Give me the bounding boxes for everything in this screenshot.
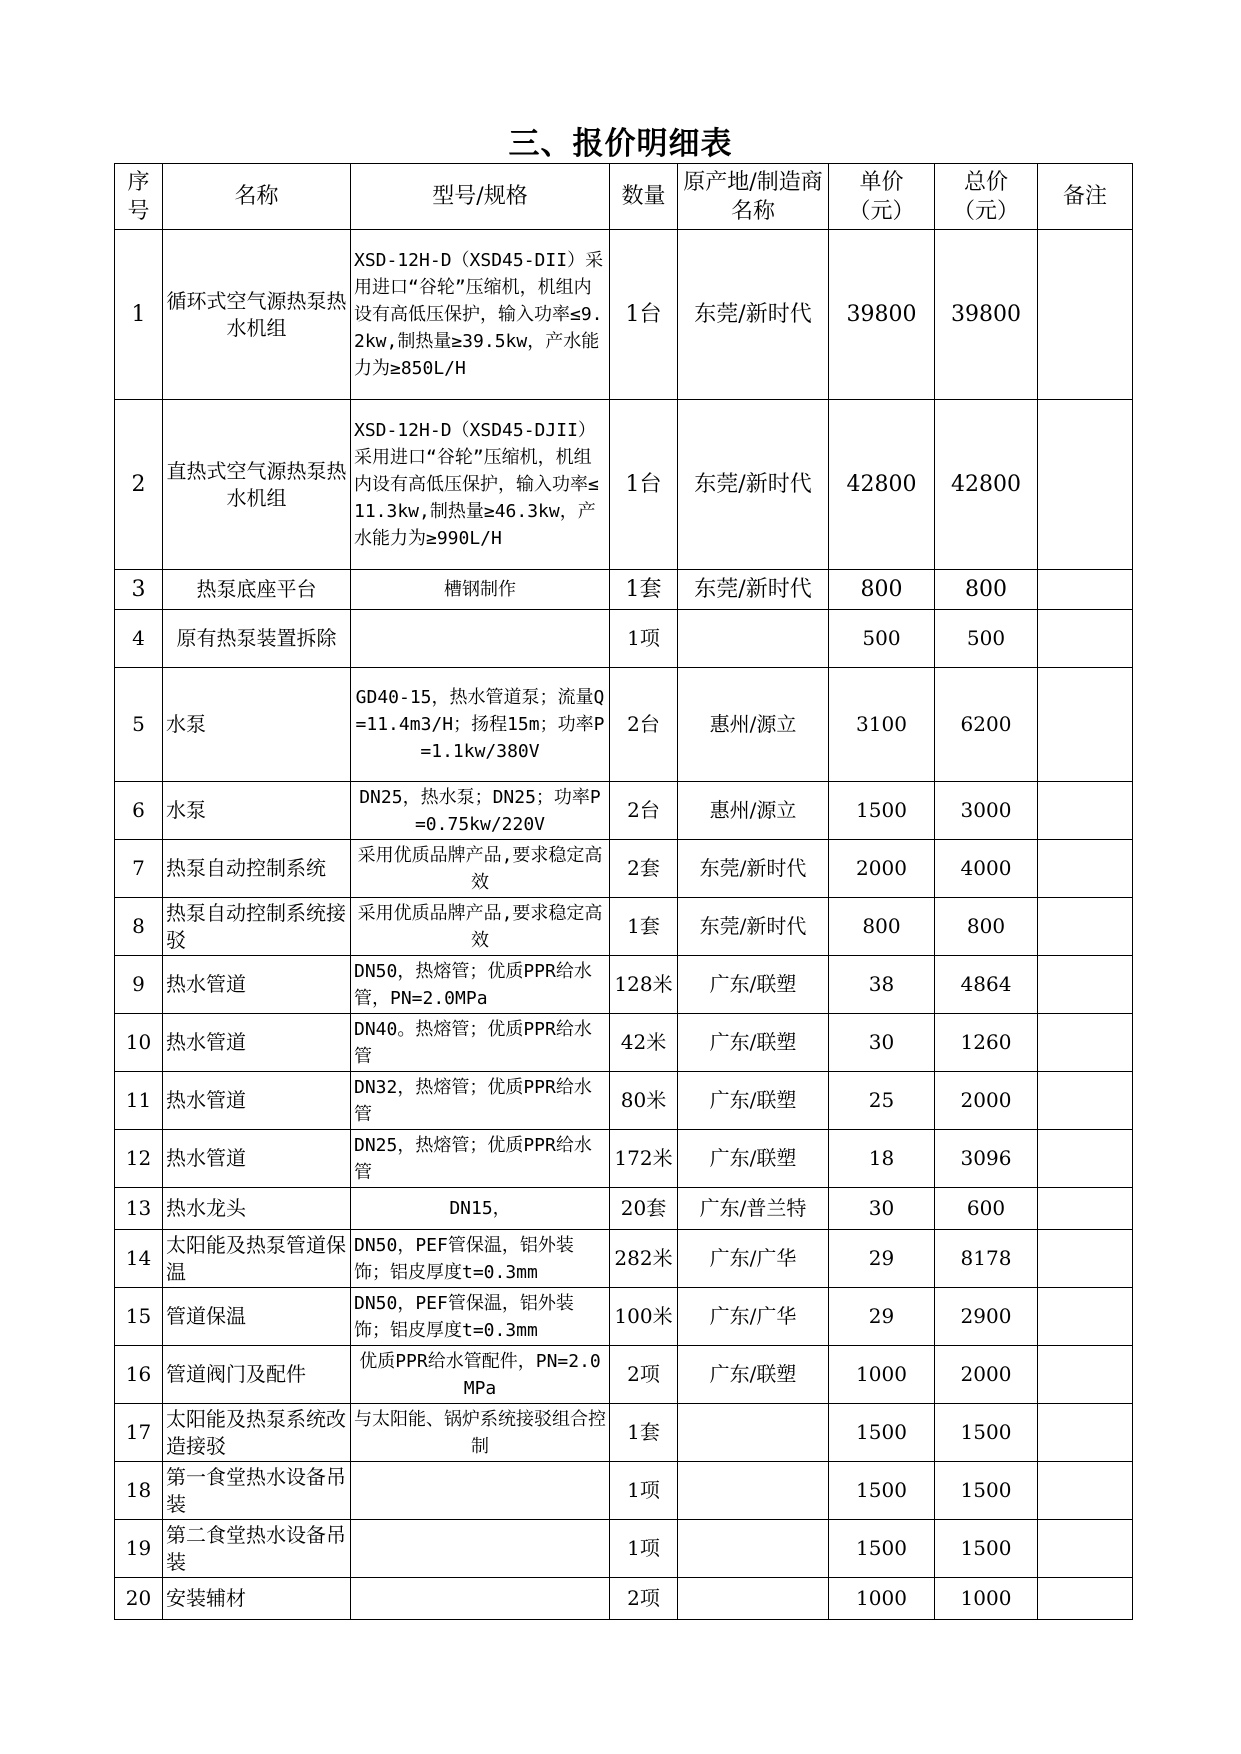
- cell-note: [1038, 898, 1133, 956]
- cell-total-price: 2900: [935, 1288, 1038, 1346]
- header-note: 备注: [1038, 164, 1133, 230]
- cell-unit-price: 1500: [829, 1404, 935, 1462]
- table-row: [115, 570, 1133, 610]
- cell-spec: 采用优质品牌产品,要求稳定高效: [351, 898, 610, 956]
- cell-unit-price: 3100: [829, 668, 935, 782]
- table-row: [115, 230, 1133, 400]
- cell-unit-price: 18: [829, 1130, 935, 1188]
- table-row: [115, 1230, 1133, 1288]
- cell-note: [1038, 1346, 1133, 1404]
- cell-spec: XSD-12H-D（XSD45-DJII）采用进口“谷轮”压缩机，机组内设有高低压保护，输入功率≤11.3kw,制热量≥46.3kw，产水能力为≥990L/H: [351, 400, 610, 570]
- cell-note: [1038, 1520, 1133, 1578]
- cell-qty: 1套: [610, 570, 678, 610]
- cell-name: 热水管道: [163, 1072, 351, 1130]
- cell-name: 热水管道: [163, 956, 351, 1014]
- cell-unit-price: 1000: [829, 1346, 935, 1404]
- cell-total-price: 1500: [935, 1462, 1038, 1520]
- cell-spec: DN25，热熔管；优质PPR给水管: [351, 1130, 610, 1188]
- cell-total-price: 8178: [935, 1230, 1038, 1288]
- cell-spec: [351, 1520, 610, 1578]
- table-row: [115, 782, 1133, 840]
- header-origin: 原产地/制造商名称: [678, 164, 829, 230]
- cell-index: 10: [115, 1014, 163, 1072]
- header-total-price: 总价（元）: [935, 164, 1038, 230]
- cell-unit-price: 30: [829, 1014, 935, 1072]
- cell-total-price: 39800: [935, 230, 1038, 400]
- cell-spec: 与太阳能、锅炉系统接驳组合控制: [351, 1404, 610, 1462]
- cell-total-price: 500: [935, 610, 1038, 668]
- cell-index: 18: [115, 1462, 163, 1520]
- cell-spec: 采用优质品牌产品,要求稳定高效: [351, 840, 610, 898]
- cell-total-price: 800: [935, 570, 1038, 610]
- cell-index: 12: [115, 1130, 163, 1188]
- cell-origin: 东莞/新时代: [678, 898, 829, 956]
- cell-spec: DN25，热水泵；DN25；功率P=0.75kw/220V: [351, 782, 610, 840]
- cell-index: 7: [115, 840, 163, 898]
- cell-origin: [678, 1520, 829, 1578]
- cell-unit-price: 1000: [829, 1578, 935, 1620]
- table-header-row: [115, 164, 1133, 230]
- header-qty: 数量: [610, 164, 678, 230]
- cell-qty: 2项: [610, 1578, 678, 1620]
- cell-note: [1038, 1462, 1133, 1520]
- cell-note: [1038, 840, 1133, 898]
- cell-unit-price: 29: [829, 1230, 935, 1288]
- header-name: 名称: [163, 164, 351, 230]
- table-row: [115, 610, 1133, 668]
- cell-unit-price: 39800: [829, 230, 935, 400]
- cell-unit-price: 30: [829, 1188, 935, 1230]
- cell-name: 管道保温: [163, 1288, 351, 1346]
- cell-unit-price: 38: [829, 956, 935, 1014]
- cell-qty: 282米: [610, 1230, 678, 1288]
- cell-note: [1038, 782, 1133, 840]
- cell-index: 14: [115, 1230, 163, 1288]
- cell-spec: DN15，: [351, 1188, 610, 1230]
- cell-qty: 80米: [610, 1072, 678, 1130]
- cell-qty: 1项: [610, 610, 678, 668]
- cell-qty: 42米: [610, 1014, 678, 1072]
- cell-total-price: 3000: [935, 782, 1038, 840]
- cell-origin: [678, 1462, 829, 1520]
- cell-name: 循环式空气源热泵热水机组: [163, 230, 351, 400]
- cell-origin: 惠州/源立: [678, 782, 829, 840]
- cell-note: [1038, 668, 1133, 782]
- cell-origin: 广东/广华: [678, 1288, 829, 1346]
- cell-name: 水泵: [163, 782, 351, 840]
- cell-origin: 广东/联塑: [678, 1014, 829, 1072]
- cell-unit-price: 800: [829, 570, 935, 610]
- cell-qty: 128米: [610, 956, 678, 1014]
- cell-name: 水泵: [163, 668, 351, 782]
- cell-total-price: 4000: [935, 840, 1038, 898]
- cell-note: [1038, 1288, 1133, 1346]
- cell-note: [1038, 1014, 1133, 1072]
- table-row: [115, 1188, 1133, 1230]
- table-row: [115, 400, 1133, 570]
- cell-index: 20: [115, 1578, 163, 1620]
- cell-unit-price: 29: [829, 1288, 935, 1346]
- cell-name: 第二食堂热水设备吊装: [163, 1520, 351, 1578]
- table-row: [115, 840, 1133, 898]
- cell-qty: 2项: [610, 1346, 678, 1404]
- cell-total-price: 800: [935, 898, 1038, 956]
- cell-name: 热泵底座平台: [163, 570, 351, 610]
- cell-total-price: 2000: [935, 1072, 1038, 1130]
- table-row: [115, 956, 1133, 1014]
- cell-origin: 广东/联塑: [678, 1346, 829, 1404]
- cell-total-price: 600: [935, 1188, 1038, 1230]
- cell-total-price: 6200: [935, 668, 1038, 782]
- cell-note: [1038, 956, 1133, 1014]
- table-row: [115, 898, 1133, 956]
- cell-origin: [678, 1578, 829, 1620]
- cell-origin: 广东/广华: [678, 1230, 829, 1288]
- cell-index: 15: [115, 1288, 163, 1346]
- cell-origin: 东莞/新时代: [678, 400, 829, 570]
- cell-spec: DN32，热熔管；优质PPR给水管: [351, 1072, 610, 1130]
- cell-name: 管道阀门及配件: [163, 1346, 351, 1404]
- table-row: [115, 1130, 1133, 1188]
- cell-qty: 1项: [610, 1520, 678, 1578]
- table-row: [115, 1578, 1133, 1620]
- cell-qty: 1套: [610, 898, 678, 956]
- cell-origin: 广东/联塑: [678, 1130, 829, 1188]
- cell-origin: [678, 610, 829, 668]
- cell-note: [1038, 1188, 1133, 1230]
- cell-qty: 1台: [610, 230, 678, 400]
- cell-total-price: 1260: [935, 1014, 1038, 1072]
- cell-note: [1038, 610, 1133, 668]
- table-row: [115, 1520, 1133, 1578]
- cell-origin: 东莞/新时代: [678, 570, 829, 610]
- table-row: [115, 1346, 1133, 1404]
- cell-index: 19: [115, 1520, 163, 1578]
- cell-spec: DN50，PEF管保温，铝外装饰；铝皮厚度t=0.3mm: [351, 1288, 610, 1346]
- cell-name: 太阳能及热泵系统改造接驳: [163, 1404, 351, 1462]
- cell-origin: [678, 1404, 829, 1462]
- cell-qty: 1项: [610, 1462, 678, 1520]
- cell-index: 13: [115, 1188, 163, 1230]
- cell-spec: DN50，PEF管保温，铝外装饰；铝皮厚度t=0.3mm: [351, 1230, 610, 1288]
- cell-name: 太阳能及热泵管道保温: [163, 1230, 351, 1288]
- cell-spec: DN40。热熔管；优质PPR给水管: [351, 1014, 610, 1072]
- cell-unit-price: 25: [829, 1072, 935, 1130]
- cell-spec: GD40-15，热水管道泵；流量Q=11.4m3/H；扬程15m；功率P=1.1kw/380V: [351, 668, 610, 782]
- cell-unit-price: 2000: [829, 840, 935, 898]
- cell-unit-price: 1500: [829, 782, 935, 840]
- header-unit-price: 单价（元）: [829, 164, 935, 230]
- cell-total-price: 4864: [935, 956, 1038, 1014]
- cell-name: 热水管道: [163, 1014, 351, 1072]
- cell-note: [1038, 570, 1133, 610]
- cell-origin: 广东/联塑: [678, 956, 829, 1014]
- header-spec: 型号/规格: [351, 164, 610, 230]
- cell-qty: 1套: [610, 1404, 678, 1462]
- table-row: [115, 1462, 1133, 1520]
- cell-index: 5: [115, 668, 163, 782]
- cell-total-price: 1500: [935, 1404, 1038, 1462]
- cell-qty: 172米: [610, 1130, 678, 1188]
- cell-note: [1038, 1578, 1133, 1620]
- cell-spec: [351, 1462, 610, 1520]
- cell-name: 热泵自动控制系统接驳: [163, 898, 351, 956]
- cell-origin: 广东/普兰特: [678, 1188, 829, 1230]
- page-title: 三、报价明细表: [508, 126, 733, 162]
- cell-total-price: 1000: [935, 1578, 1038, 1620]
- cell-note: [1038, 1072, 1133, 1130]
- cell-qty: 100米: [610, 1288, 678, 1346]
- cell-spec: DN50，热熔管；优质PPR给水管，PN=2.0MPa: [351, 956, 610, 1014]
- cell-index: 8: [115, 898, 163, 956]
- cell-qty: 20套: [610, 1188, 678, 1230]
- cell-qty: 2套: [610, 840, 678, 898]
- cell-note: [1038, 400, 1133, 570]
- cell-name: 热水管道: [163, 1130, 351, 1188]
- cell-spec: 槽钢制作: [351, 570, 610, 610]
- cell-unit-price: 1500: [829, 1462, 935, 1520]
- cell-name: 原有热泵装置拆除: [163, 610, 351, 668]
- cell-origin: 东莞/新时代: [678, 840, 829, 898]
- cell-note: [1038, 230, 1133, 400]
- cell-total-price: 1500: [935, 1520, 1038, 1578]
- cell-total-price: 2000: [935, 1346, 1038, 1404]
- cell-unit-price: 42800: [829, 400, 935, 570]
- quotation-table: [114, 163, 1133, 1620]
- cell-spec: [351, 1578, 610, 1620]
- table-row: [115, 668, 1133, 782]
- cell-note: [1038, 1404, 1133, 1462]
- table-row: [115, 1404, 1133, 1462]
- cell-origin: 惠州/源立: [678, 668, 829, 782]
- cell-origin: 广东/联塑: [678, 1072, 829, 1130]
- cell-index: 11: [115, 1072, 163, 1130]
- cell-qty: 2台: [610, 782, 678, 840]
- cell-total-price: 42800: [935, 400, 1038, 570]
- cell-index: 3: [115, 570, 163, 610]
- cell-qty: 2台: [610, 668, 678, 782]
- cell-name: 安装辅材: [163, 1578, 351, 1620]
- cell-name: 直热式空气源热泵热水机组: [163, 400, 351, 570]
- table-row: [115, 1072, 1133, 1130]
- cell-index: 1: [115, 230, 163, 400]
- table-row: [115, 1288, 1133, 1346]
- table-row: [115, 1014, 1133, 1072]
- cell-total-price: 3096: [935, 1130, 1038, 1188]
- cell-index: 2: [115, 400, 163, 570]
- cell-note: [1038, 1130, 1133, 1188]
- cell-note: [1038, 1230, 1133, 1288]
- cell-qty: 1台: [610, 400, 678, 570]
- cell-index: 9: [115, 956, 163, 1014]
- cell-spec: [351, 610, 610, 668]
- cell-spec: 优质PPR给水管配件，PN=2.0MPa: [351, 1346, 610, 1404]
- cell-index: 16: [115, 1346, 163, 1404]
- cell-index: 4: [115, 610, 163, 668]
- cell-unit-price: 1500: [829, 1520, 935, 1578]
- cell-unit-price: 800: [829, 898, 935, 956]
- cell-name: 第一食堂热水设备吊装: [163, 1462, 351, 1520]
- cell-index: 17: [115, 1404, 163, 1462]
- cell-name: 热泵自动控制系统: [163, 840, 351, 898]
- cell-name: 热水龙头: [163, 1188, 351, 1230]
- cell-index: 6: [115, 782, 163, 840]
- cell-spec: XSD-12H-D（XSD45-DII）采用进口“谷轮”压缩机，机组内设有高低压保护，输入功率≤9.2kw,制热量≥39.5kw，产水能力为≥850L/H: [351, 230, 610, 400]
- cell-origin: 东莞/新时代: [678, 230, 829, 400]
- header-index: 序号: [115, 164, 163, 230]
- cell-unit-price: 500: [829, 610, 935, 668]
